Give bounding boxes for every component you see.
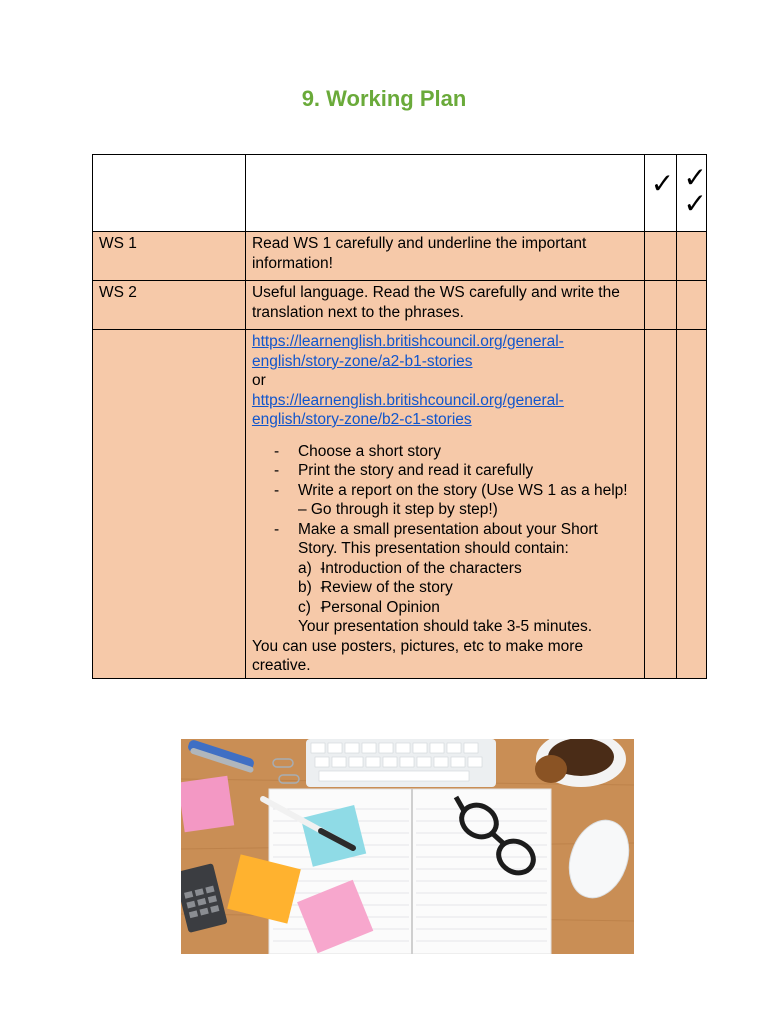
sub-marker: - a) <box>297 559 312 577</box>
closing-text: You can use posters, pictures, etc to make more creative. <box>251 637 584 674</box>
list-item <box>252 520 638 637</box>
check-double-cell <box>677 155 707 232</box>
keyboard <box>306 739 496 787</box>
checkmark-icon: ✓ <box>650 168 675 199</box>
checkmark-icon: ✓ <box>683 162 707 193</box>
list-item: - Choose a short story <box>252 442 638 462</box>
checkbox-cell[interactable] <box>677 281 707 330</box>
row-text: Read WS 1 carefully and underline the important information! <box>245 232 644 281</box>
list-item: - Write a report on the story (Use WS 1 as a help! – Go through it step by step!) <box>252 481 638 520</box>
page-title: 9. Working Plan <box>301 86 467 111</box>
sub-marker: - c) <box>297 598 311 616</box>
header-row <box>93 155 707 232</box>
list-item <box>298 559 638 579</box>
or-text: or <box>251 372 266 389</box>
sub-text: Personal Opinion <box>320 598 440 616</box>
checkbox-cell[interactable] <box>644 232 677 281</box>
desk-photo <box>181 739 634 954</box>
header-cell-empty <box>245 155 644 232</box>
row-label <box>93 330 246 679</box>
checkbox-cell[interactable] <box>677 330 707 679</box>
task-list <box>252 442 638 637</box>
check-single-cell <box>644 155 677 232</box>
row-label: WS 1 <box>93 232 246 281</box>
story-instructions <box>245 330 644 679</box>
checkmark-icon: ✓ <box>683 188 707 219</box>
table-row <box>93 232 707 281</box>
sub-text: Introduction of the characters <box>320 559 522 577</box>
checkbox-cell[interactable] <box>644 281 677 330</box>
checkbox-cell[interactable] <box>677 232 707 281</box>
sub-text: Review of the story <box>320 579 453 596</box>
checkbox-cell[interactable] <box>644 330 677 679</box>
list-item: - Print the story and read it carefully <box>252 461 638 481</box>
list-item <box>298 598 638 618</box>
list-item <box>298 578 638 598</box>
duration-text: Your presentation should take 3-5 minutes. <box>297 618 593 635</box>
task-text: Make a small presentation about your Short Story. This presentation should contain: <box>297 520 598 557</box>
row-label: WS 2 <box>93 281 246 330</box>
story-link-b2-c1[interactable]: https://learnenglish.britishcouncil.org/general-english/story-zone/b2-c1-stories <box>251 391 564 428</box>
header-cell-empty <box>93 155 246 232</box>
table-row <box>93 281 707 330</box>
story-link-a2-b1[interactable]: https://learnenglish.britishcouncil.org/general-english/story-zone/a2-b1-stories <box>251 333 564 370</box>
sub-marker: - b) <box>297 579 312 596</box>
table-row <box>93 330 707 679</box>
pink-sticky-note <box>181 776 234 832</box>
sub-list <box>298 559 638 618</box>
row-text: Useful language. Read the WS carefully and write the translation next to the phrases. <box>245 281 644 330</box>
working-plan-table <box>92 154 707 679</box>
